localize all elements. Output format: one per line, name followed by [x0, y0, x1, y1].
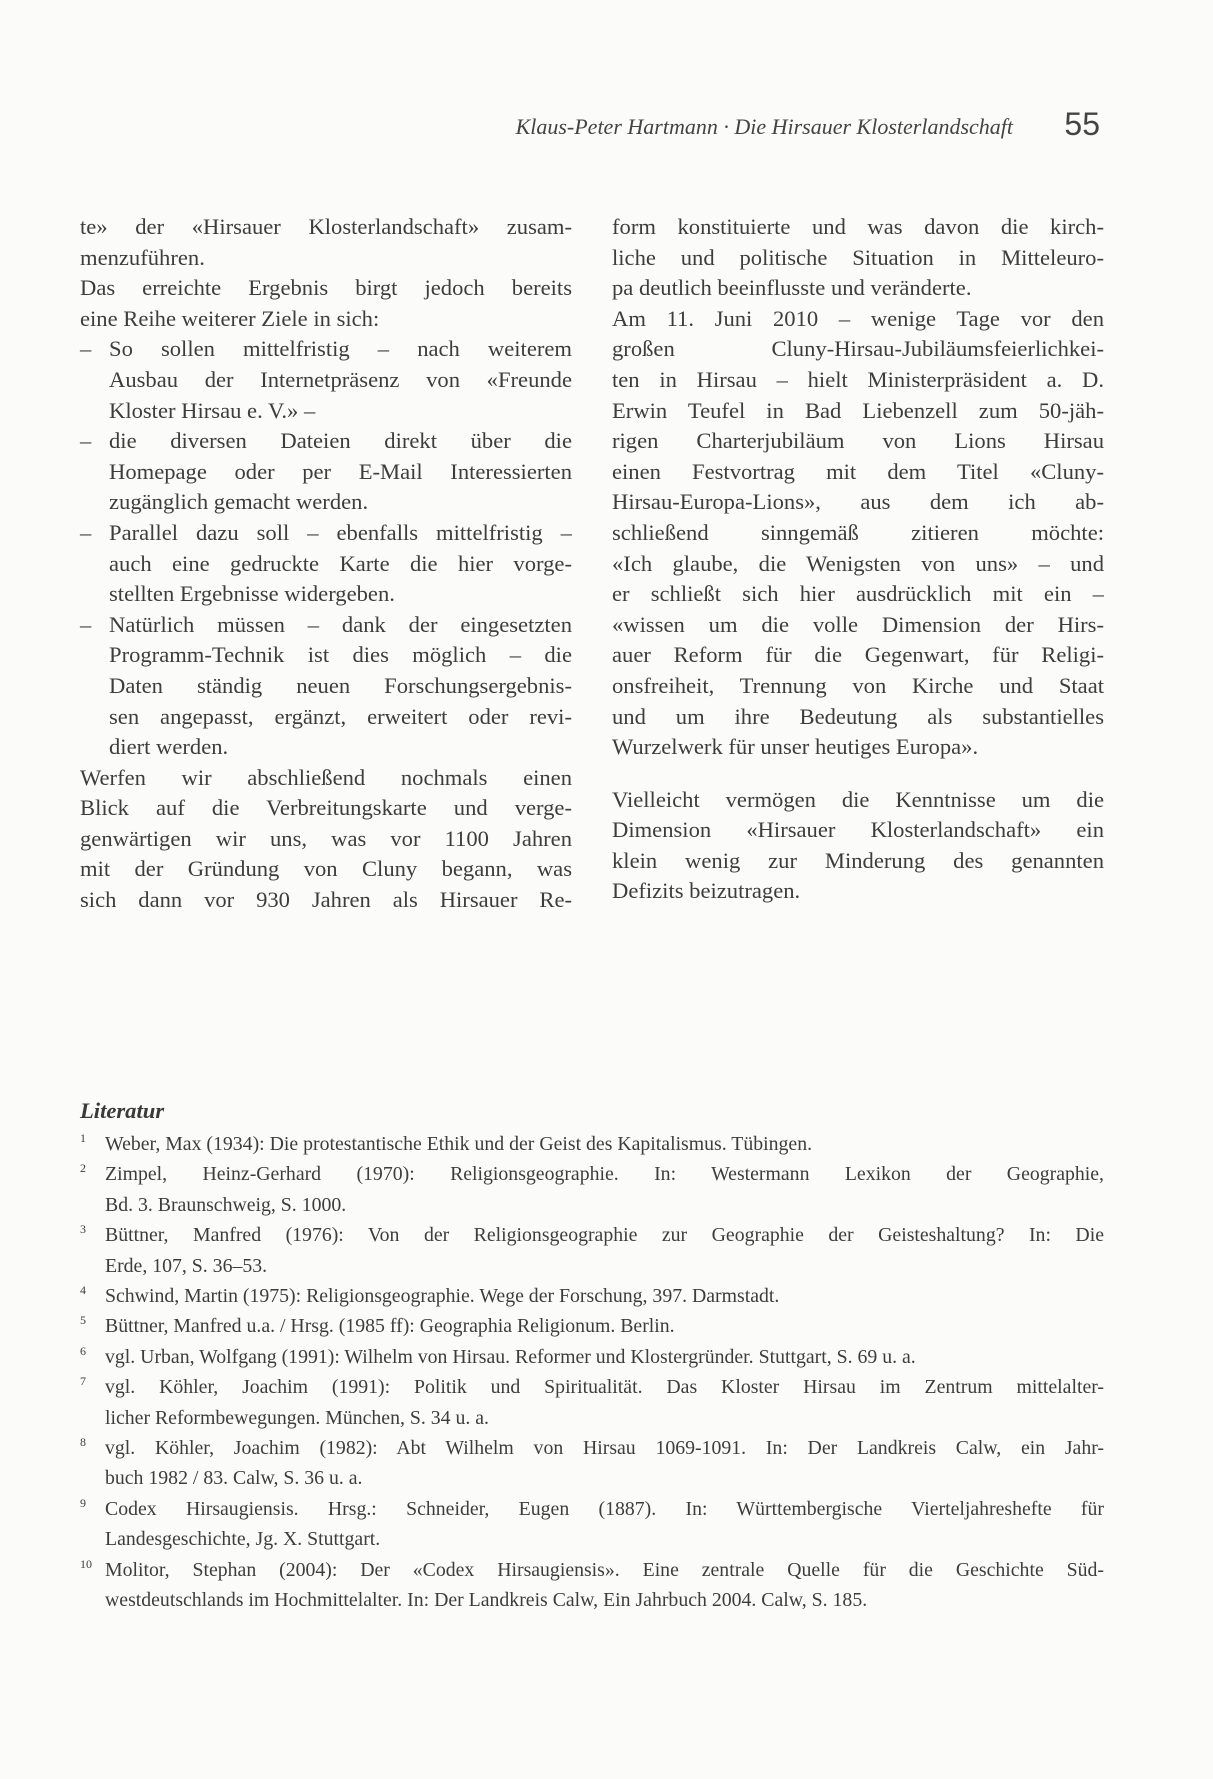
text-line: Vielleicht vermögen die Kenntnisse um die: [612, 786, 1104, 812]
reference-number: 7: [80, 1374, 86, 1389]
text-line: Parallel dazu soll – ebenfalls mittelfristig –: [109, 519, 572, 545]
text-line: Am 11. Juni 2010 – wenige Tage vor den: [612, 305, 1104, 331]
list-item: [80, 610, 572, 763]
reference-line: Schwind, Martin (1975): Religionsgeographie. Wege der Forschung, 397. Darmstadt.: [105, 1285, 780, 1308]
dash-bullet: –: [80, 428, 92, 454]
left-column: [80, 212, 572, 916]
text-line: und um ihre Bedeutung als substantielles: [612, 703, 1104, 729]
text-line: liche und politische Situation in Mitteleuro-: [612, 244, 1104, 270]
list-item: [80, 518, 572, 610]
reference-line: licher Reformbewegungen. München, S. 34 u. a.: [105, 1406, 489, 1429]
text-line: zugänglich gemacht werden.: [109, 489, 369, 515]
text-line: Homepage oder per E-Mail Interessierten: [109, 458, 572, 484]
page-number: 55: [1064, 106, 1100, 142]
text-line: stellten Ergebnisse widergeben.: [109, 581, 395, 607]
dash-bullet: –: [80, 611, 92, 637]
text-line: Hirsau-Europa-Lions», aus dem ich ab-: [612, 489, 1104, 515]
reference-item: [80, 1372, 1104, 1433]
reference-line: Bd. 3. Braunschweig, S. 1000.: [105, 1193, 347, 1216]
reference-item: [80, 1494, 1104, 1555]
running-title: Klaus-Peter Hartmann · Die Hirsauer Klosterlandschaft: [515, 114, 1013, 139]
reference-number: 3: [80, 1222, 86, 1237]
text-line: sen angepasst, ergänzt, erweitert oder revi-: [109, 703, 572, 729]
text-line: eine Reihe weiterer Ziele in sich:: [80, 305, 380, 331]
text-line: diert werden.: [109, 734, 229, 760]
text-line: auer Reform für die Gegenwart, für Religi-: [612, 642, 1104, 668]
text-line: «Ich glaube, die Wenigsten von uns» – und: [612, 550, 1104, 576]
text-line: die diversen Dateien direkt über die: [109, 428, 572, 454]
reference-item: [80, 1159, 1104, 1220]
text-line: Programm-Technik ist dies möglich – die: [109, 642, 572, 668]
reference-item: [80, 1281, 1104, 1311]
text-line: te» der «Hirsauer Klosterlandschaft» zusam-: [80, 214, 572, 239]
text-line: «wissen um die volle Dimension der Hirs-: [612, 611, 1104, 637]
reference-number: 6: [80, 1343, 86, 1358]
dash-bullet: –: [80, 336, 92, 362]
text-line: So sollen mittelfristig – nach weiterem: [109, 336, 572, 362]
text-line: Wurzelwerk für unser heutiges Europa».: [612, 734, 979, 760]
reference-line: Weber, Max (1934): Die protestantische Ethik und der Geist des Kapitalismus. Tübingen.: [105, 1133, 813, 1155]
reference-line: Büttner, Manfred u.a. / Hrsg. (1985 ff): Geographia Religionum. Berlin.: [105, 1315, 675, 1338]
reference-list: [80, 1129, 1104, 1616]
reference-number: 2: [80, 1161, 86, 1176]
text-line: form konstituierte und was davon die kirch-: [612, 214, 1104, 239]
text-line: rigen Charterjubiläum von Lions Hirsau: [612, 428, 1104, 454]
reference-line: Erde, 107, S. 36–53.: [105, 1254, 268, 1277]
literature-heading: Literatur: [80, 1098, 165, 1123]
reference-number: 10: [80, 1556, 92, 1571]
text-line: Dimension «Hirsauer Klosterlandschaft» ein: [612, 817, 1104, 843]
reference-number: 8: [80, 1435, 86, 1450]
text-line: ten in Hirsau – hielt Ministerpräsident a. D.: [612, 366, 1104, 392]
reference-item: [80, 1129, 1104, 1159]
text-line: Kloster Hirsau e. V.» –: [109, 397, 316, 423]
reference-line: Codex Hirsaugiensis. Hrsg.: Schneider, Eugen (1887). In: Württembergische Vierteljahreshefte für: [105, 1497, 1104, 1520]
list-item: [80, 426, 572, 518]
reference-line: Büttner, Manfred (1976): Von der Religionsgeographie zur Geographie der Geisteshaltung? In: Die: [105, 1224, 1104, 1247]
reference-line: westdeutschlands im Hochmittelalter. In: Der Landkreis Calw, Ein Jahrbuch 2004. Calw, S. 185.: [105, 1589, 868, 1612]
reference-line: vgl. Köhler, Joachim (1991): Politik und Spiritualität. Das Kloster Hirsau im Zentrum mittelalter-: [105, 1376, 1104, 1399]
text-line: pa deutlich beeinflusste und veränderte.: [612, 275, 972, 301]
dash-bullet: –: [80, 519, 92, 545]
reference-number: 1: [80, 1131, 86, 1145]
text-line: genwärtigen wir uns, was vor 1100 Jahren: [80, 825, 572, 851]
text-line: einen Festvortrag mit dem Titel «Cluny-: [612, 458, 1104, 484]
reference-item: [80, 1220, 1104, 1281]
list-item: [80, 334, 572, 426]
text-line: auch eine gedruckte Karte die hier vorge-: [109, 550, 572, 576]
paragraph-gap: [612, 763, 1104, 785]
reference-item: [80, 1555, 1104, 1616]
reference-number: 5: [80, 1313, 86, 1328]
text-line: Natürlich müssen – dank der eingesetzten: [109, 611, 572, 637]
reference-number: 9: [80, 1495, 86, 1510]
reference-line: Molitor, Stephan (2004): Der «Codex Hirsaugiensis». Eine zentrale Quelle für die Geschichte Süd-: [105, 1558, 1104, 1581]
text-line: sich dann vor 930 Jahren als Hirsauer Re-: [80, 887, 572, 913]
reference-line: vgl. Urban, Wolfgang (1991): Wilhelm von Hirsau. Reformer und Klostergründer. Stuttgart, S. 69 u. a.: [105, 1345, 916, 1368]
reference-line: vgl. Köhler, Joachim (1982): Abt Wilhelm von Hirsau 1069-1091. In: Der Landkreis Calw, ein Jahr-: [105, 1437, 1104, 1460]
reference-line: Zimpel, Heinz-Gerhard (1970): Religionsgeographie. In: Westermann Lexikon der Geographie,: [105, 1163, 1104, 1186]
text-line: Ausbau der Internetpräsenz von «Freunde: [109, 366, 572, 392]
right-column: [612, 212, 1104, 907]
text-line: Erwin Teufel in Bad Liebenzell zum 50-jäh-: [612, 397, 1104, 423]
text-line: Das erreichte Ergebnis birgt jedoch bereits: [80, 275, 572, 301]
text-line: menzuführen.: [80, 244, 205, 270]
text-line: Werfen wir abschließend nochmals einen: [80, 764, 572, 790]
text-line: Defizits beizutragen.: [612, 878, 801, 904]
text-line: schließend sinngemäß zitieren möchte:: [612, 519, 1104, 545]
text-line: mit der Gründung von Cluny begann, was: [80, 856, 572, 882]
reference-item: [80, 1342, 1104, 1372]
text-line: er schließt sich hier ausdrücklich mit ein –: [612, 581, 1104, 607]
reference-number: 4: [80, 1283, 86, 1298]
reference-line: buch 1982 / 83. Calw, S. 36 u. a.: [105, 1467, 363, 1490]
running-head: [0, 106, 1213, 146]
text-line: Blick auf die Verbreitungskarte und verge-: [80, 795, 572, 821]
text-line: Daten ständig neuen Forschungsergebnis-: [109, 672, 572, 698]
reference-item: [80, 1311, 1104, 1341]
text-line: großen Cluny-Hirsau-Jubiläumsfeierlichkei-: [612, 336, 1104, 362]
reference-line: Landesgeschichte, Jg. X. Stuttgart.: [105, 1528, 381, 1551]
text-line: onsfreiheit, Trennung von Kirche und Staat: [612, 672, 1104, 698]
reference-item: [80, 1433, 1104, 1494]
text-line: klein wenig zur Minderung des genannten: [612, 847, 1104, 873]
